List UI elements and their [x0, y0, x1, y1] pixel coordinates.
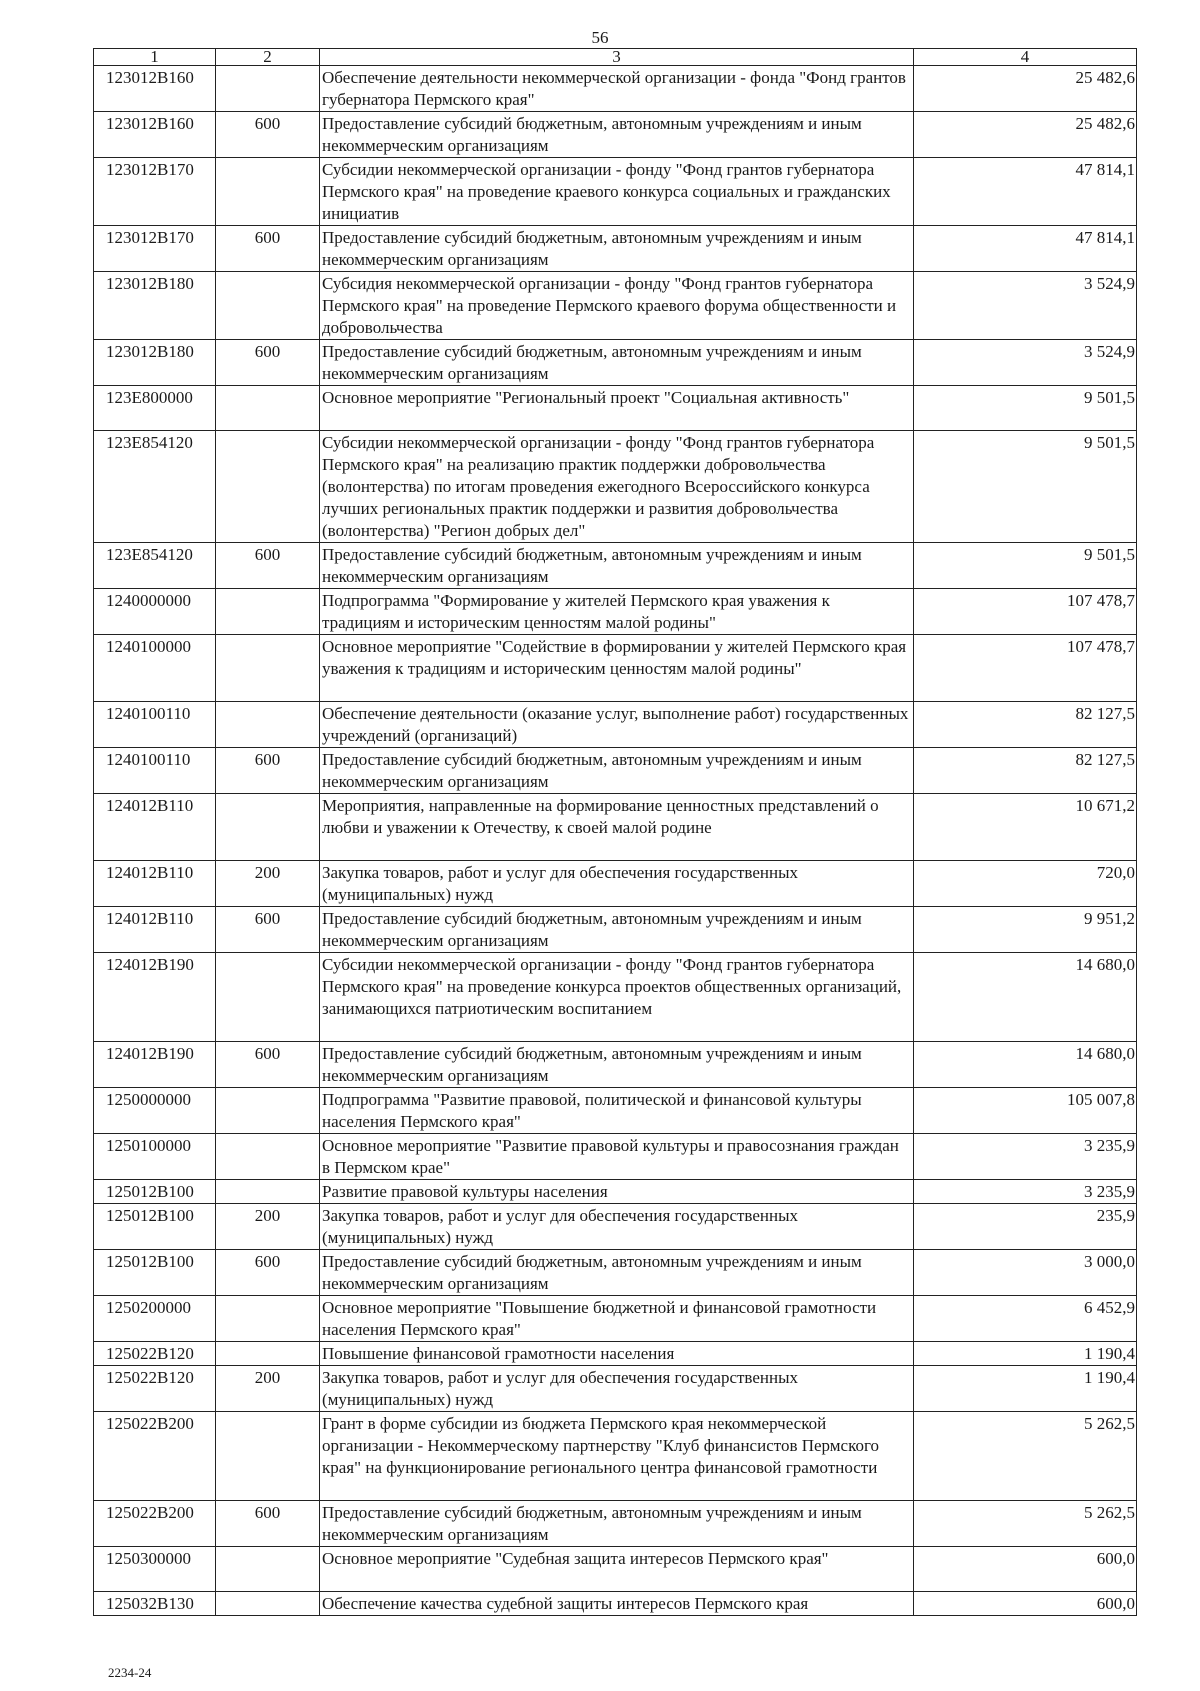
table-row	[94, 635, 1137, 702]
expense-type-cell	[216, 1547, 320, 1592]
amount-cell: 9 501,5	[914, 431, 1137, 543]
expense-type-cell	[216, 794, 320, 861]
classification-code-cell: 124012В110	[94, 907, 216, 953]
description-cell: Предоставление субсидий бюджетным, автономным учреждениям и иным некоммерческим организациям	[320, 907, 914, 953]
amount-cell: 14 680,0	[914, 1042, 1137, 1088]
description-cell: Субсидии некоммерческой организации - фонду "Фонд грантов губернатора Пермского края" на проведение конкурса проектов общественных организаций, занимающихся патриотическим воспитанием	[320, 953, 914, 1042]
expense-type-cell: 200	[216, 861, 320, 907]
description-cell: Подпрограмма "Формирование у жителей Пермского края уважения к традициям и историческим ценностям малой родины"	[320, 589, 914, 635]
classification-code-cell: 123012В160	[94, 112, 216, 158]
table-row	[94, 386, 1137, 431]
table-row	[94, 953, 1137, 1042]
amount-cell: 3 524,9	[914, 272, 1137, 340]
table-row	[94, 907, 1137, 953]
description-cell: Предоставление субсидий бюджетным, автономным учреждениям и иным некоммерческим организациям	[320, 340, 914, 386]
table-body	[94, 66, 1137, 1616]
expense-type-cell: 200	[216, 1366, 320, 1412]
description-cell: Грант в форме субсидии из бюджета Пермского края некоммерческой организации - Некоммерческому партнерству "Клуб финансистов Пермского края" на функционирование регионального центра финансовой грамотности	[320, 1412, 914, 1501]
classification-code-cell: 125022В200	[94, 1412, 216, 1501]
classification-code-cell: 125022В200	[94, 1501, 216, 1547]
classification-code-cell: 124012В190	[94, 953, 216, 1042]
classification-code-cell: 123Е800000	[94, 386, 216, 431]
table-row	[94, 340, 1137, 386]
description-cell: Основное мероприятие "Повышение бюджетной и финансовой грамотности населения Пермского края"	[320, 1296, 914, 1342]
classification-code-cell: 123012В170	[94, 226, 216, 272]
table-row	[94, 66, 1137, 112]
classification-code-cell: 1240000000	[94, 589, 216, 635]
amount-cell: 82 127,5	[914, 702, 1137, 748]
amount-cell: 10 671,2	[914, 794, 1137, 861]
description-cell: Предоставление субсидий бюджетным, автономным учреждениям и иным некоммерческим организациям	[320, 543, 914, 589]
description-cell: Мероприятия, направленные на формирование ценностных представлений о любви и уважении к Отечеству, к своей малой родине	[320, 794, 914, 861]
expense-type-cell	[216, 1296, 320, 1342]
amount-cell: 9 501,5	[914, 386, 1137, 431]
expense-type-cell: 200	[216, 1204, 320, 1250]
classification-code-cell: 1250000000	[94, 1088, 216, 1134]
table-row	[94, 589, 1137, 635]
description-cell: Основное мероприятие "Региональный проект "Социальная активность"	[320, 386, 914, 431]
expense-type-cell	[216, 386, 320, 431]
expense-type-cell: 600	[216, 112, 320, 158]
classification-code-cell: 125022В120	[94, 1366, 216, 1412]
classification-code-cell: 1240100110	[94, 702, 216, 748]
expense-type-cell: 600	[216, 1042, 320, 1088]
column-header-3: 3	[320, 49, 914, 66]
footer-document-code: 2234-24	[108, 1665, 152, 1680]
expense-type-cell	[216, 272, 320, 340]
classification-code-cell: 125012В100	[94, 1204, 216, 1250]
description-cell: Закупка товаров, работ и услуг для обеспечения государственных (муниципальных) нужд	[320, 1204, 914, 1250]
description-cell: Основное мероприятие "Судебная защита интересов Пермского края"	[320, 1547, 914, 1592]
amount-cell: 9 951,2	[914, 907, 1137, 953]
expense-type-cell	[216, 589, 320, 635]
amount-cell: 107 478,7	[914, 635, 1137, 702]
table-row	[94, 1342, 1137, 1366]
table-row	[94, 748, 1137, 794]
expense-type-cell	[216, 1342, 320, 1366]
description-cell: Субсидии некоммерческой организации - фонду "Фонд грантов губернатора Пермского края" на проведение краевого конкурса социальных и гражданских инициатив	[320, 158, 914, 226]
amount-cell: 6 452,9	[914, 1296, 1137, 1342]
amount-cell: 3 235,9	[914, 1180, 1137, 1204]
amount-cell: 600,0	[914, 1547, 1137, 1592]
expense-type-cell: 600	[216, 1501, 320, 1547]
table-row	[94, 1412, 1137, 1501]
table-row	[94, 702, 1137, 748]
expense-type-cell	[216, 431, 320, 543]
amount-cell: 82 127,5	[914, 748, 1137, 794]
description-cell: Предоставление субсидий бюджетным, автономным учреждениям и иным некоммерческим организациям	[320, 1042, 914, 1088]
classification-code-cell: 123012В180	[94, 272, 216, 340]
classification-code-cell: 125022В120	[94, 1342, 216, 1366]
expense-type-cell	[216, 1592, 320, 1616]
description-cell: Субсидия некоммерческой организации - фонду "Фонд грантов губернатора Пермского края" на проведение Пермского краевого форума общественности и добровольчества	[320, 272, 914, 340]
amount-cell: 9 501,5	[914, 543, 1137, 589]
description-cell: Предоставление субсидий бюджетным, автономным учреждениям и иным некоммерческим организациям	[320, 1250, 914, 1296]
amount-cell: 3 524,9	[914, 340, 1137, 386]
expense-type-cell: 600	[216, 226, 320, 272]
description-cell: Обеспечение качества судебной защиты интересов Пермского края	[320, 1592, 914, 1616]
table-row	[94, 1042, 1137, 1088]
amount-cell: 105 007,8	[914, 1088, 1137, 1134]
amount-cell: 47 814,1	[914, 226, 1137, 272]
budget-table	[93, 48, 1137, 1616]
amount-cell: 25 482,6	[914, 66, 1137, 112]
table-row	[94, 1250, 1137, 1296]
page-number: 56	[591, 28, 609, 47]
table-row	[94, 112, 1137, 158]
amount-cell: 14 680,0	[914, 953, 1137, 1042]
description-cell: Обеспечение деятельности (оказание услуг, выполнение работ) государственных учреждений (организаций)	[320, 702, 914, 748]
column-header-2: 2	[216, 49, 320, 66]
amount-cell: 1 190,4	[914, 1366, 1137, 1412]
classification-code-cell: 124012В190	[94, 1042, 216, 1088]
table-row	[94, 1501, 1137, 1547]
classification-code-cell: 125032В130	[94, 1592, 216, 1616]
table-row	[94, 543, 1137, 589]
table-row	[94, 226, 1137, 272]
amount-cell: 720,0	[914, 861, 1137, 907]
description-cell: Предоставление субсидий бюджетным, автономным учреждениям и иным некоммерческим организациям	[320, 226, 914, 272]
description-cell: Развитие правовой культуры населения	[320, 1180, 914, 1204]
description-cell: Повышение финансовой грамотности населения	[320, 1342, 914, 1366]
classification-code-cell: 1250200000	[94, 1296, 216, 1342]
amount-cell: 3 000,0	[914, 1250, 1137, 1296]
expense-type-cell	[216, 1180, 320, 1204]
expense-type-cell	[216, 66, 320, 112]
description-cell: Основное мероприятие "Развитие правовой культуры и правосознания граждан в Пермском крае"	[320, 1134, 914, 1180]
classification-code-cell: 124012В110	[94, 861, 216, 907]
table-row	[94, 1088, 1137, 1134]
expense-type-cell: 600	[216, 340, 320, 386]
classification-code-cell: 124012В110	[94, 794, 216, 861]
expense-type-cell: 600	[216, 748, 320, 794]
classification-code-cell: 1240100000	[94, 635, 216, 702]
description-cell: Субсидии некоммерческой организации - фонду "Фонд грантов губернатора Пермского края" на реализацию практик поддержки добровольчества (волонтерства) по итогам проведения ежегодного Всероссийского конкурса лучших региональных практик поддержки и развития добровольчества (волонтерства) "Регион добрых дел"	[320, 431, 914, 543]
amount-cell: 25 482,6	[914, 112, 1137, 158]
expense-type-cell	[216, 1088, 320, 1134]
column-header-4: 4	[914, 49, 1137, 66]
description-cell: Предоставление субсидий бюджетным, автономным учреждениям и иным некоммерческим организациям	[320, 1501, 914, 1547]
table-row	[94, 272, 1137, 340]
classification-code-cell: 125012В100	[94, 1180, 216, 1204]
amount-cell: 5 262,5	[914, 1412, 1137, 1501]
table-row	[94, 431, 1137, 543]
amount-cell: 235,9	[914, 1204, 1137, 1250]
column-header-1: 1	[94, 49, 216, 66]
classification-code-cell: 123Е854120	[94, 431, 216, 543]
description-cell: Основное мероприятие "Содействие в формировании у жителей Пермского края уважения к традициям и историческим ценностям малой родины"	[320, 635, 914, 702]
classification-code-cell: 123Е854120	[94, 543, 216, 589]
table-row	[94, 794, 1137, 861]
expense-type-cell	[216, 953, 320, 1042]
description-cell: Подпрограмма "Развитие правовой, политической и финансовой культуры населения Пермского края"	[320, 1088, 914, 1134]
header-row	[94, 49, 1137, 66]
table-row	[94, 1547, 1137, 1592]
expense-type-cell	[216, 158, 320, 226]
description-cell: Обеспечение деятельности некоммерческой организации - фонда "Фонд грантов губернатора Пермского края"	[320, 66, 914, 112]
amount-cell: 600,0	[914, 1592, 1137, 1616]
table-row	[94, 1134, 1137, 1180]
amount-cell: 5 262,5	[914, 1501, 1137, 1547]
description-cell: Закупка товаров, работ и услуг для обеспечения государственных (муниципальных) нужд	[320, 1366, 914, 1412]
description-cell: Закупка товаров, работ и услуг для обеспечения государственных (муниципальных) нужд	[320, 861, 914, 907]
amount-cell: 3 235,9	[914, 1134, 1137, 1180]
expense-type-cell	[216, 1412, 320, 1501]
table-row	[94, 1296, 1137, 1342]
classification-code-cell: 123012В160	[94, 66, 216, 112]
expense-type-cell	[216, 635, 320, 702]
amount-cell: 47 814,1	[914, 158, 1137, 226]
expense-type-cell: 600	[216, 543, 320, 589]
expense-type-cell	[216, 702, 320, 748]
classification-code-cell: 123012В170	[94, 158, 216, 226]
table-row	[94, 861, 1137, 907]
classification-code-cell: 1250100000	[94, 1134, 216, 1180]
expense-type-cell	[216, 1134, 320, 1180]
description-cell: Предоставление субсидий бюджетным, автономным учреждениям и иным некоммерческим организациям	[320, 112, 914, 158]
table-row	[94, 1592, 1137, 1616]
table-row	[94, 158, 1137, 226]
amount-cell: 107 478,7	[914, 589, 1137, 635]
expense-type-cell: 600	[216, 1250, 320, 1296]
classification-code-cell: 123012В180	[94, 340, 216, 386]
table-row	[94, 1180, 1137, 1204]
expense-type-cell: 600	[216, 907, 320, 953]
classification-code-cell: 1250300000	[94, 1547, 216, 1592]
table-row	[94, 1366, 1137, 1412]
classification-code-cell: 1240100110	[94, 748, 216, 794]
amount-cell: 1 190,4	[914, 1342, 1137, 1366]
table-row	[94, 1204, 1137, 1250]
description-cell: Предоставление субсидий бюджетным, автономным учреждениям и иным некоммерческим организациям	[320, 748, 914, 794]
classification-code-cell: 125012В100	[94, 1250, 216, 1296]
